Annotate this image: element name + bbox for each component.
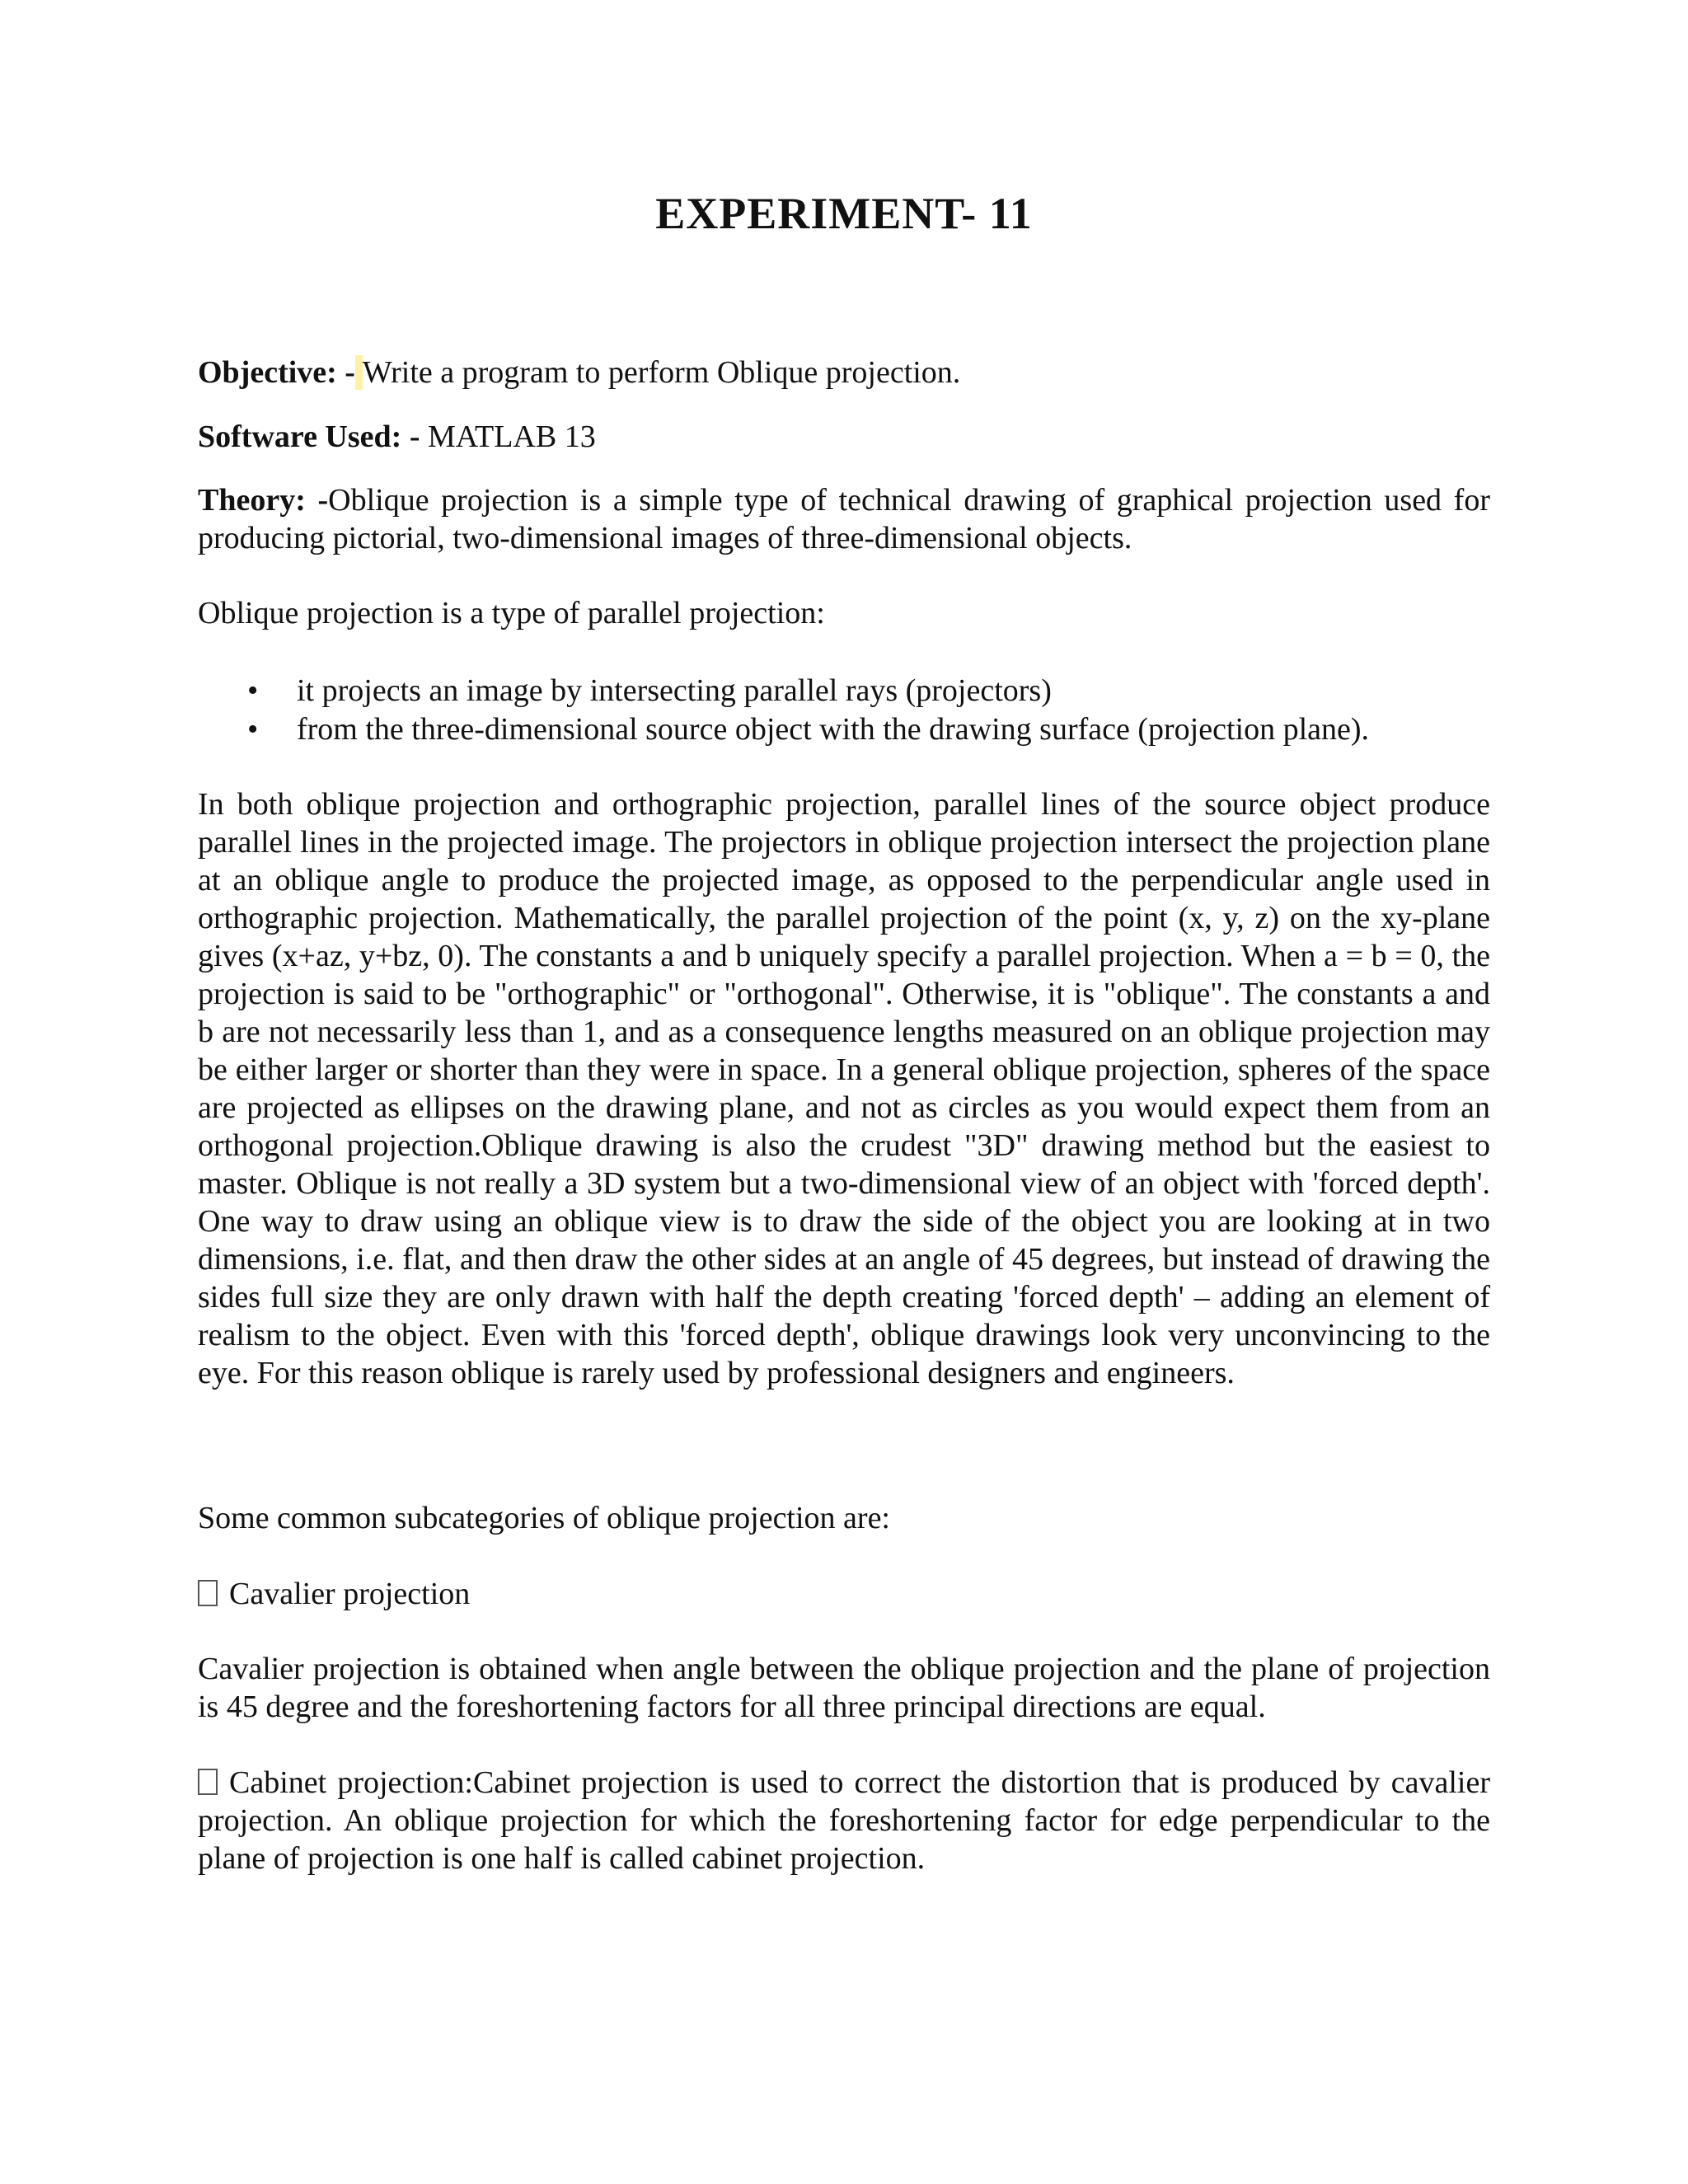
cavalier-heading-text: Cavalier projection bbox=[229, 1577, 471, 1611]
missing-glyph-icon bbox=[198, 1769, 218, 1795]
missing-glyph-icon bbox=[198, 1580, 218, 1606]
cavalier-heading bbox=[198, 1574, 1490, 1614]
list-item bbox=[198, 672, 1490, 710]
cabinet-paragraph bbox=[198, 1764, 1490, 1877]
bullet-icon: • bbox=[247, 673, 259, 708]
objective-text: Write a program to perform Oblique projection. bbox=[362, 355, 961, 390]
software-label: Software Used: - bbox=[198, 419, 420, 454]
software-line bbox=[198, 417, 1490, 457]
cabinet-text: Cabinet projection:Cabinet projection is used to correct the distortion that is produced by cavalier projection. An oblique projection for which the foreshortening factor for edge perpendicular to the plane of projection is one half is called cabinet projection. bbox=[198, 1765, 1490, 1876]
theory-paragraph bbox=[198, 481, 1490, 557]
objective-label: Objective: - bbox=[198, 355, 355, 390]
bullet-text: it projects an image by intersecting parallel rays (projectors) bbox=[297, 673, 1052, 708]
theory-text: Oblique projection is a simple type of technical drawing of graphical projection used for producing pictorial, two-dimensional images of three-dimensional objects. bbox=[198, 483, 1490, 555]
highlight-mark bbox=[355, 355, 363, 390]
main-paragraph: In both oblique projection and orthographic projection, parallel lines of the source object produce parallel lines in the projected image. The projectors in oblique projection intersect the projection plane at an oblique angle to produce the projected image, as opposed to the perpendicular angle used in orthographic projection. Mathematically, the parallel projection of the point (x, y, z) on the xy-plane gives (x+az, y+bz, 0). The constants a and b uniquely specify a parallel projection. When a = b = 0, the projection is said to be "orthographic" or "orthogonal". Otherwise, it is "oblique". The constants a and b are not necessarily less than 1, and as a consequence lengths measured on an oblique projection may be either larger or shorter than they were in space. In a general oblique projection, spheres of the space are projected as ellipses on the drawing plane, and not as circles as you would expect them from an orthogonal projection.Oblique drawing is also the crudest "3D" drawing method but the easiest to master. Oblique is not really a 3D system but a two-dimensional view of an object with 'forced depth'. One way to draw using an oblique view is to draw the side of the object you are looking at in two dimensions, i.e. flat, and then draw the other sides at an angle of 45 degrees, but instead of drawing the sides full size they are only drawn with half the depth creating 'forced depth' – adding an element of realism to the object. Even with this 'forced depth', oblique drawings look very unconvincing to the eye. For this reason oblique is rarely used by professional designers and engineers. bbox=[198, 787, 1490, 1390]
cavalier-paragraph: Cavalier projection is obtained when angle between the oblique projection and the plane of projection is 45 degree and the foreshortening factors for all three principal directions are equal. bbox=[198, 1652, 1490, 1724]
intro-line: Oblique projection is a type of parallel projection: bbox=[198, 596, 825, 630]
page-title: EXPERIMENT- 11 bbox=[655, 189, 1033, 238]
software-text: MATLAB 13 bbox=[427, 419, 596, 454]
objective-line bbox=[198, 353, 1490, 392]
bullet-text: from the three-dimensional source object with the drawing surface (projection plane). bbox=[297, 712, 1370, 747]
list-item bbox=[198, 710, 1490, 749]
bullet-icon: • bbox=[247, 712, 259, 747]
subcategories-intro: Some common subcategories of oblique projection are: bbox=[198, 1501, 890, 1535]
bullet-list bbox=[198, 672, 1490, 749]
theory-label: Theory: - bbox=[198, 483, 329, 518]
